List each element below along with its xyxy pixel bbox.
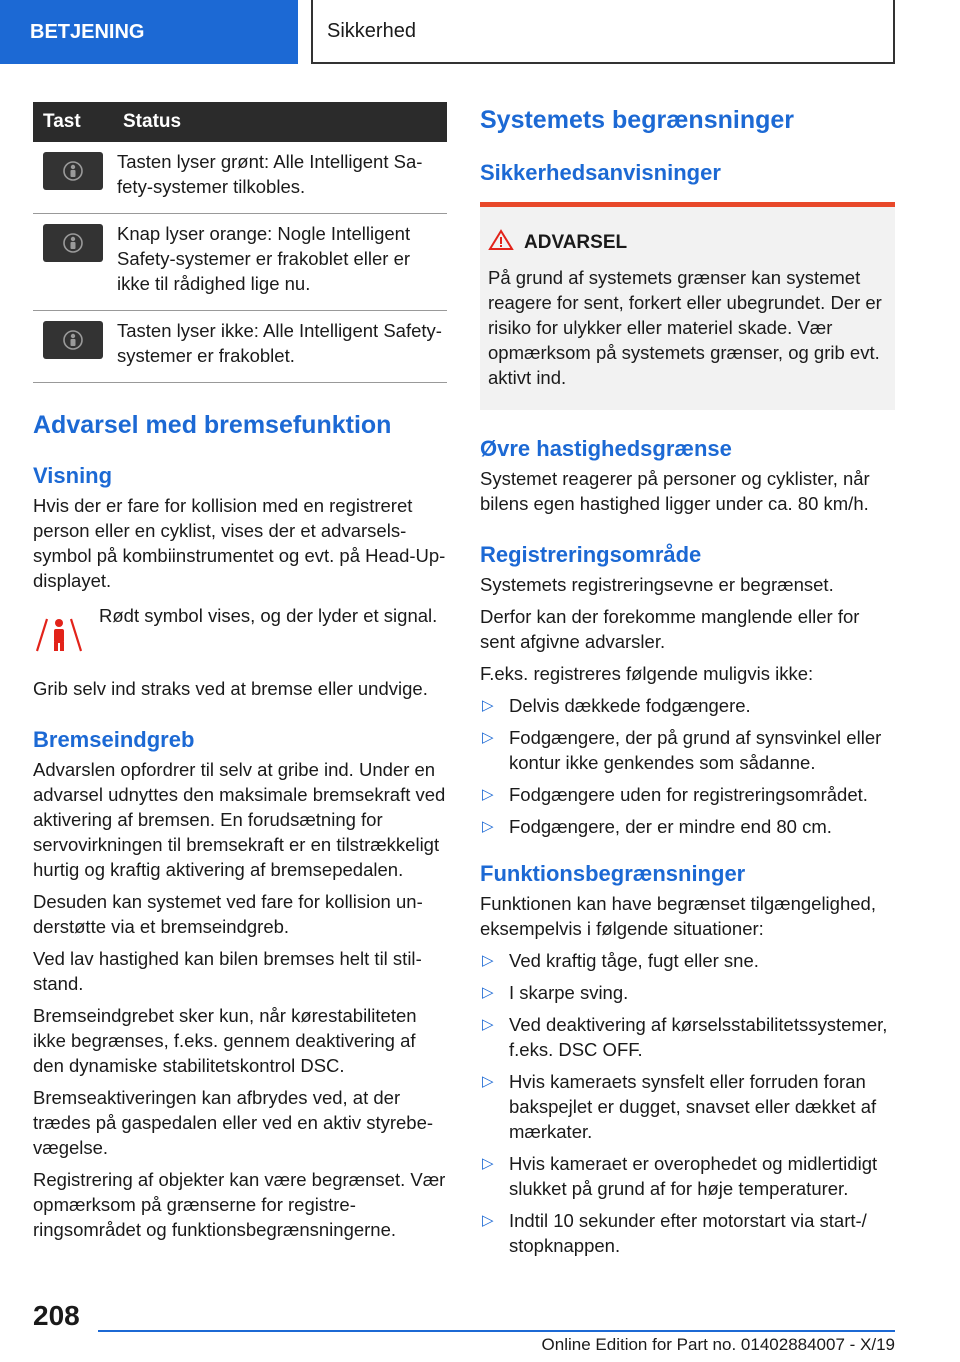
triangle-bullet-icon: ▷ [482, 1073, 494, 1090]
paragraph-brake-2: Desuden kan systemet ved fare for kollision understøtte via et bremseindgreb. [33, 891, 423, 937]
triangle-bullet-icon: ▷ [482, 1155, 494, 1172]
triangle-bullet-icon: ▷ [482, 1016, 494, 1033]
warning-box [480, 202, 895, 410]
list-item-text: Indtil 10 sekunder efter motorstart via start-/ stopknappen. [509, 1210, 867, 1256]
list-item-text: Ved kraftig tåge, fugt eller sne. [509, 950, 759, 971]
header-topic [311, 0, 895, 64]
warning-title: ADVARSEL [524, 232, 628, 253]
paragraph-red-symbol: Rødt symbol vises, og der lyder et signal. [99, 605, 438, 626]
list-item [480, 1208, 895, 1258]
status-text: Tasten lyser grønt: Alle Intelligent Safety-systemer tilkobles. [113, 142, 447, 214]
list-item [480, 725, 895, 775]
paragraph-function: Funktionen kan have begrænset tilgængelighed, eksempelvis i følgende situationer: [480, 893, 876, 939]
list-item [480, 1151, 895, 1201]
table-row [33, 311, 447, 383]
red-symbol-row [33, 603, 447, 662]
list-item [480, 948, 895, 973]
paragraph-range-2: Derfor kan der forekomme manglende eller for sent afgivne advarsler. [480, 606, 860, 652]
list-item-text: Hvis kameraet er overophedet og midlertidigt slukket på grund af for høje temperaturer. [509, 1153, 878, 1199]
paragraph-intervene: Grib selv ind straks ved at bremse eller undvige. [33, 678, 428, 699]
paragraph-range-1: Systemets registreringsevne er begrænset. [480, 574, 834, 595]
list-item-text: Fodgængere, der på grund af synsvinkel eller kontur ikke genkendes som sådanne. [509, 727, 882, 773]
heading-safety-notes: Sikkerhedsanvisninger [480, 160, 721, 185]
warning-text: På grund af systemets grænser kan systemet reagere for sent, forkert eller ubegrundet. Der er risiko for ulykker eller materiel skade. Vær opmærksom på systemets grænser, og grib evt. aktivt ind. [488, 267, 882, 388]
left-column [33, 102, 447, 1242]
list-item [480, 693, 895, 718]
list-item [480, 782, 895, 807]
footer-divider [98, 1330, 895, 1332]
triangle-bullet-icon: ▷ [482, 786, 494, 803]
range-list [480, 693, 895, 839]
paragraph-display: Hvis der er fare for kollision med en registreret person eller en cyklist, vises der et advarselssymbol på kombiinstrumentet og evt. på Head-Up-displayet. [33, 495, 446, 591]
function-list [480, 948, 895, 1258]
col-key-header: Tast [33, 102, 113, 142]
heading-limits: Systemets begrænsninger [480, 106, 794, 134]
list-item-text: I skarpe sving. [509, 982, 629, 1003]
warning-title-row [488, 229, 887, 257]
status-table [33, 102, 447, 383]
status-text: Knap lyser orange: Nogle Intelligent Safety-systemer er frakoblet eller er ikke til rådighed lige nu. [113, 214, 447, 311]
heading-brake-warning: Advarsel med bremsefunktion [33, 411, 392, 439]
paragraph-brake-6: Registrering af objekter kan være begrænset. Vær opmærksom på grænserne for registreringsområdet og funktionsbegrænsningerne. [33, 1169, 446, 1240]
header-section-label: BETJENING [30, 20, 145, 43]
footer-edition: Online Edition for Part no. 01402884007 - X/19 [541, 1335, 895, 1354]
paragraph-brake-3: Ved lav hastighed kan bilen bremses helt til stilstand. [33, 948, 422, 994]
status-text: Tasten lyser ikke: Alle Intelligent Safety-systemer er frakoblet. [113, 311, 447, 383]
heading-function-limits: Funktionsbegrænsninger [480, 861, 746, 886]
triangle-bullet-icon: ▷ [482, 1212, 494, 1229]
list-item-text: Ved deaktivering af kørselsstabilitetssystemer, f.eks. DSC OFF. [509, 1014, 888, 1060]
intelligent-safety-green-icon [43, 152, 103, 190]
heading-speed-limit: Øvre hastighedsgrænse [480, 436, 732, 461]
pedestrian-warning-icon [33, 603, 99, 662]
list-item [480, 1069, 895, 1144]
right-column [480, 102, 895, 1265]
list-item [480, 814, 895, 839]
list-item-text: Fodgængere uden for registreringsområdet. [509, 784, 868, 805]
heading-detection-range: Registreringsområde [480, 542, 702, 567]
header-topic-label: Sikkerhed [327, 19, 416, 42]
heading-display: Visning [33, 463, 113, 488]
header-section [0, 0, 298, 64]
list-item [480, 1012, 895, 1062]
list-item-text: Delvis dækkede fodgængere. [509, 695, 751, 716]
paragraph-brake-4: Bremseindgrebet sker kun, når kørestabiliteten ikke begrænses, f.eks. gennem deaktivering af den dynamiske stabilitetskontrol DSC. [33, 1005, 417, 1076]
list-item-text: Fodgængere, der er mindre end 80 cm. [509, 816, 832, 837]
warning-triangle-icon [488, 229, 514, 257]
triangle-bullet-icon: ▷ [482, 818, 494, 835]
paragraph-speed: Systemet reagerer på personer og cyklister, når bilens egen hastighed ligger under ca. 80 km/h. [480, 468, 870, 514]
triangle-bullet-icon: ▷ [482, 952, 494, 969]
table-row [33, 214, 447, 311]
paragraph-brake-5: Bremseaktiveringen kan afbrydes ved, at der trædes på gaspedalen eller ved en aktiv styrebevægelse. [33, 1087, 434, 1158]
list-item [480, 980, 895, 1005]
triangle-bullet-icon: ▷ [482, 984, 494, 1001]
triangle-bullet-icon: ▷ [482, 729, 494, 746]
list-item-text: Hvis kameraets synsfelt eller forruden foran bakspejlet er dugget, snavset eller dækket af mærkater. [509, 1071, 877, 1142]
heading-brake-intervention: Bremseindgreb [33, 727, 195, 752]
page-number: 208 [33, 1300, 80, 1331]
triangle-bullet-icon: ▷ [482, 697, 494, 714]
col-status-header: Status [113, 102, 447, 142]
table-row [33, 142, 447, 214]
paragraph-brake-1: Advarslen opfordrer til selv at gribe ind. Under en advarsel udnyttes den maksimale bremsekraft ved aktivering af bremsen. En forudsætning for servovirkningen til bremsekraft er en tilstrækkeligt hurtig og kraftig aktivering af bremsepedalen. [33, 759, 446, 880]
intelligent-safety-orange-icon [43, 224, 103, 262]
paragraph-range-3: F.eks. registreres følgende muligvis ikke: [480, 663, 814, 684]
intelligent-safety-off-icon [43, 321, 103, 359]
status-table-header [33, 102, 447, 142]
